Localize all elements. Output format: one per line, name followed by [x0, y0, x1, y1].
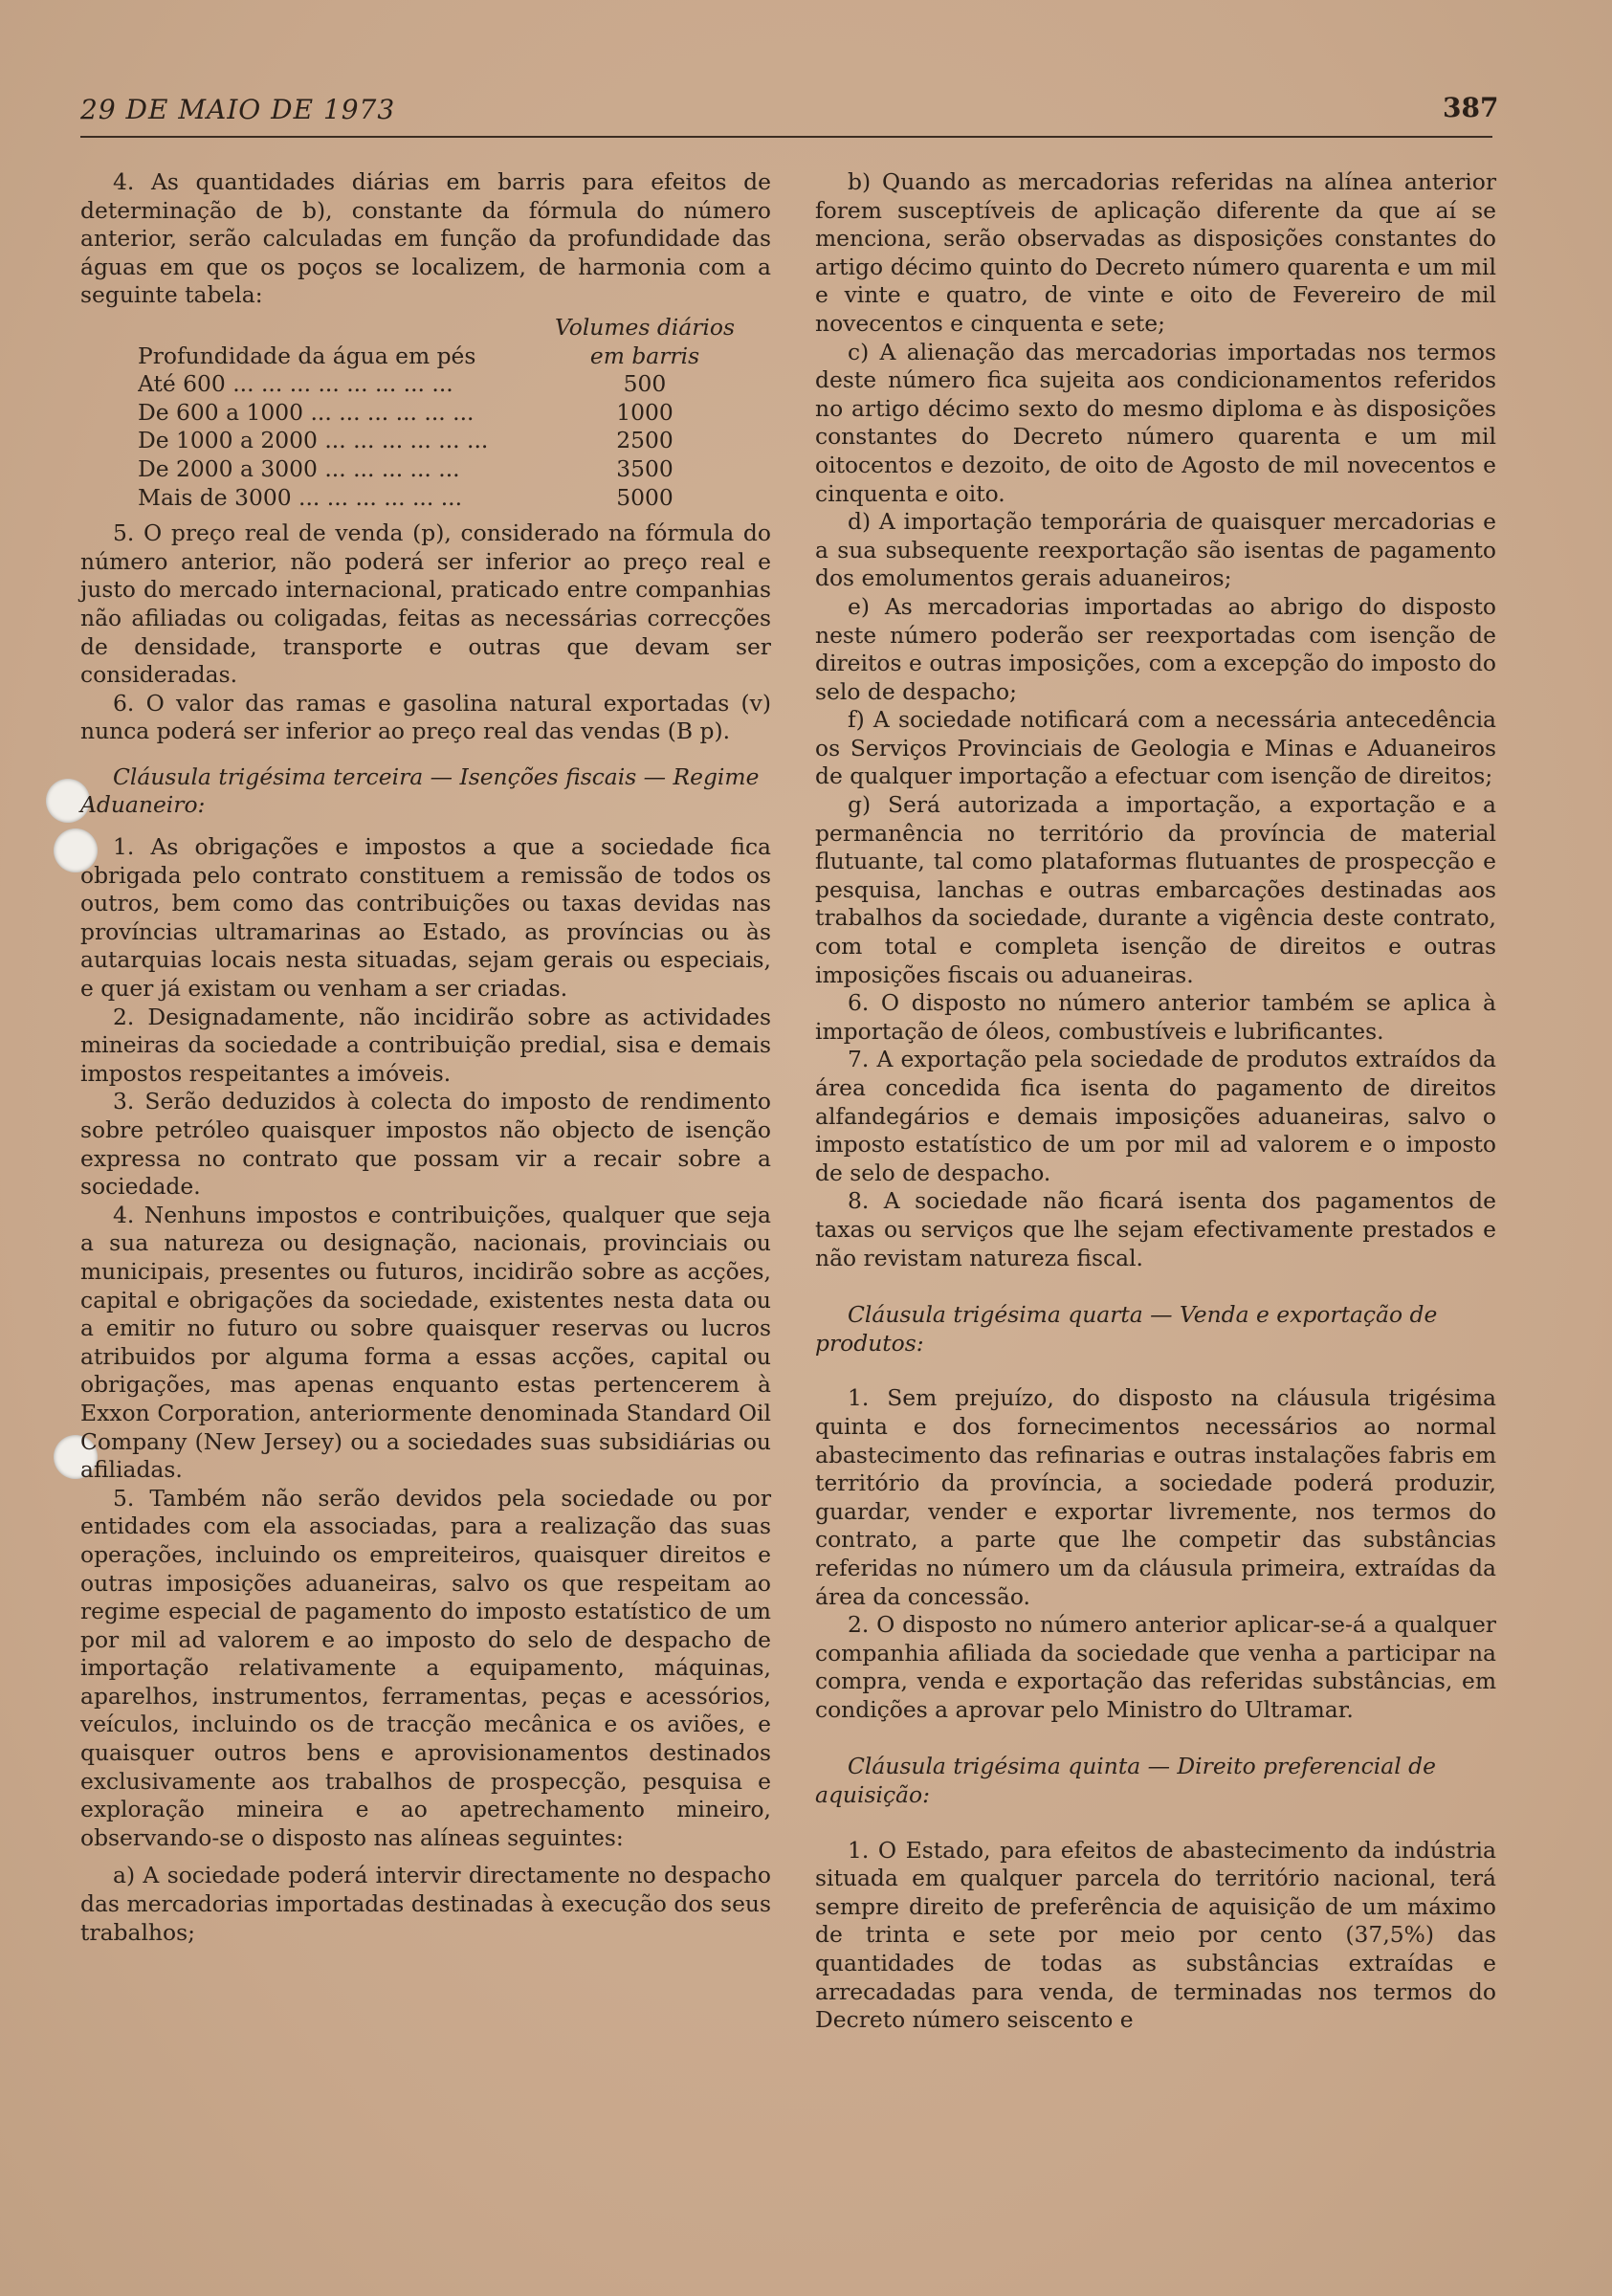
- clause-33-item-1: 1. As obrigações e impostos a que a sociedade fica obrigada pelo contrato constituem a remissão de todos os outros, bem como das contribuições ou taxas devidas nas províncias ultramarinas ao Estado, as províncias ou às autarquias locais nesta situadas, sejam gerais ou especiais, e quer já existam ou venham a ser criadas.: [80, 833, 771, 1003]
- table-cell-depth: Até 600 ... ... ... ... ... ... ... ...: [138, 370, 453, 398]
- table-row: [138, 399, 750, 428]
- clause-33-item-5b: b) Quando as mercadorias referidas na alínea anterior forem susceptíveis de aplicação diferente da que aí se menciona, serão observadas as disposições constantes do artigo décimo quinto do Decreto número quarenta e um mil e vinte e quatro, de vinte e oito de Fevereiro de mil novecentos e cinquenta e sete;: [815, 168, 1496, 337]
- clause-33-item-8: 8. A sociedade não ficará isenta dos pagamentos de taxas ou serviços que lhe sejam efectivamente prestados e não revistam natureza fiscal.: [815, 1187, 1496, 1271]
- clause-33-item-5a: a) A sociedade poderá intervir directamente no despacho das mercadorias importadas destinadas à execução dos seus trabalhos;: [80, 1862, 771, 1946]
- clause-33-item-5e: e) As mercadorias importadas ao abrigo do disposto neste número poderão ser reexportadas com isenção de direitos e outras imposições, com a excepção do imposto do selo de despacho;: [815, 592, 1496, 705]
- table-cell-depth: De 1000 a 2000 ... ... ... ... ... ...: [138, 427, 489, 454]
- table-header-row-1: [138, 314, 750, 342]
- clause-34-item-1: 1. Sem prejuízo, do disposto na cláusula trigésima quinta e dos fornecimentos necessários ao normal abastecimento das refinarias e outras instalações fabris em território da província, a sociedade poderá produzir, guardar, vender e exportar livremente, nos termos do contrato, a parte que lhe competir das substâncias referidas no número um da cláusula primeira, extraídas da área da concessão.: [815, 1384, 1496, 1610]
- table-cell-volume: 3500: [616, 454, 674, 482]
- header-rule: [80, 136, 1492, 138]
- paragraph-6: 6. O valor das ramas e gasolina natural exportadas (v) nunca poderá ser inferior ao preço real das vendas (B p).: [80, 689, 771, 745]
- clause-33-item-4: 4. Nenhuns impostos e contribuições, qualquer que seja a sua natureza ou designação, nacionais, provinciais ou municipais, presentes ou futuros, incidirão sobre as acções, capital e obrigações da sociedade, existentes nesta data ou a emitir no futuro ou sobre quaisquer reservas ou lucros atribuidos por alguma forma a essas acções, capital ou obrigações, mas apenas enquanto estas pertencerem à Exxon Corporation, anteriormente denominada Standard Oil Company (New Jersey) ou a sociedades suas subsidiárias ou afiliadas.: [80, 1201, 771, 1484]
- clause-33-item-5c: c) A alienação das mercadorias importadas nos termos deste número fica sujeita aos condicionamentos referidos no artigo décimo sexto do mesmo diploma e às disposições constantes do Decreto número quarenta e um mil oitocentos e dezoito, de oito de Agosto de mil novecentos e cinquenta e oito.: [815, 338, 1496, 507]
- clause-33-item-2: 2. Designadamente, não incidirão sobre as actividades mineiras da sociedade a contribuição predial, sisa e demais impostos respeitantes a imóveis.: [80, 1003, 771, 1087]
- table-cell-depth: De 2000 a 3000 ... ... ... ... ...: [138, 454, 460, 482]
- clause-35-item-1: 1. O Estado, para efeitos de abastecimento da indústria situada em qualquer parcela do território nacional, terá sempre direito de preferência de aquisição de um máximo de trinta e sete por meio por cento (37,5%) das quantidades de todas as substâncias extraídas e arrecadadas para venda, de terminadas nos termos do Decreto número seiscento e: [815, 1836, 1496, 2034]
- clause-33-item-7: 7. A exportação pela sociedade de produtos extraídos da área concedida fica isenta do pagamento de direitos alfandegários e demais imposições aduaneiras, salvo o imposto estatístico de um por mil ad valorem e o imposto de selo de despacho.: [815, 1046, 1496, 1186]
- table-cell-volume: 5000: [616, 483, 674, 511]
- clause-34-heading: Cláusula trigésima quarta — Venda e exportação de produtos:: [815, 1301, 1438, 1357]
- table-col1-header: Profundidade da água em pés: [138, 342, 476, 369]
- table-cell-volume: 2500: [616, 427, 674, 454]
- clause-34-item-2: 2. O disposto no número anterior aplicar-se-á a qualquer companhia afiliada da sociedade que venha a participar na compra, venda e exportação das referidas substâncias, em condições a aprovar pelo Ministro do Ultramar.: [815, 1611, 1496, 1723]
- table-col2-header-2: em barris: [589, 342, 700, 369]
- table-row: [138, 484, 750, 513]
- clause-33-item-6: 6. O disposto no número anterior também se aplica à importação de óleos, combustíveis e lubrificantes.: [815, 989, 1496, 1045]
- table-cell-depth: Mais de 3000 ... ... ... ... ... ...: [138, 483, 463, 511]
- table-header-row-2: [138, 342, 750, 371]
- paragraph-4: 4. As quantidades diárias em barris para efeitos de determinação de b), constante da fórmula do número anterior, serão calculadas em função da profundidade das águas em que os poços se localizem, de harmonia com a seguinte tabela:: [80, 168, 771, 309]
- table-row: [138, 455, 750, 484]
- header-date: 29 DE MAIO DE 1973: [80, 94, 396, 125]
- page-number: 387: [1443, 92, 1499, 123]
- table-row: [138, 427, 750, 455]
- clause-33-item-5: 5. Também não serão devidos pela sociedade ou por entidades com ela associadas, para a realização das suas operações, incluindo os empreiteiros, quaisquer direitos e outras imposições aduaneiras, salvo os que respeitam ao regime especial de pagamento do imposto estatístico de um por mil ad valorem e ao imposto do selo de despacho de importação relativamente a equipamento, máquinas, aparelhos, instrumentos, ferramentas, peças e acessórios, veículos, incluindo os de tracção mecânica e os aviões, e quaisquer outros bens e aprovisionamentos destinados exclusivamente aos trabalhos de prospecção, pesquisa e exploração mineira e ao apetrechamento mineiro, observando-se o disposto nas alíneas seguintes:: [80, 1484, 771, 1851]
- table-cell-depth: De 600 a 1000 ... ... ... ... ... ...: [138, 398, 475, 426]
- clause-35-heading: Cláusula trigésima quinta — Direito preferencial de aquisição:: [815, 1753, 1436, 1809]
- paragraph-5: 5. O preço real de venda (p), considerado na fórmula do número anterior, não poderá ser inferior ao preço real e justo do mercado internacional, praticado entre companhias não afiliadas ou coligadas, feitas as necessárias correcções de densidade, transporte e outras que devam ser consideradas.: [80, 519, 771, 689]
- clause-33-item-5g: g) Será autorizada a importação, a exportação e a permanência no território da província de material flutuante, tal como plataformas flutuantes de prospecção e pesquisa, lanchas e outras embarcações destinadas aos trabalhos da sociedade, durante a vigência deste contrato, com total e completa isenção de direitos e outras imposições fiscais ou aduaneiras.: [815, 791, 1496, 988]
- left-column: [80, 168, 771, 1947]
- right-column: [815, 168, 1496, 2035]
- table-row: [138, 370, 750, 399]
- table-cell-volume: 1000: [616, 398, 674, 426]
- table-col2-header-1: Volumes diários: [555, 313, 735, 341]
- depth-volume-table: [138, 314, 750, 512]
- clause-33-heading: Cláusula trigésima terceira — Isenções fiscais — Regime Aduaneiro:: [80, 762, 760, 819]
- table-cell-volume: 500: [623, 370, 667, 398]
- clause-33-item-3: 3. Serão deduzidos à colecta do imposto de rendimento sobre petróleo quaisquer impostos não objecto de isenção expressa no contrato que possam vir a recair sobre a sociedade.: [80, 1088, 771, 1201]
- clause-33-item-5d: d) A importação temporária de quaisquer mercadorias e a sua subsequente reexportação são isentas de pagamento dos emolumentos gerais aduaneiros;: [815, 508, 1496, 592]
- clause-33-item-5f: f) A sociedade notificará com a necessária antecedência os Serviços Provinciais de Geologia e Minas e Aduaneiros de qualquer importação a efectuar com isenção de direitos;: [815, 706, 1496, 790]
